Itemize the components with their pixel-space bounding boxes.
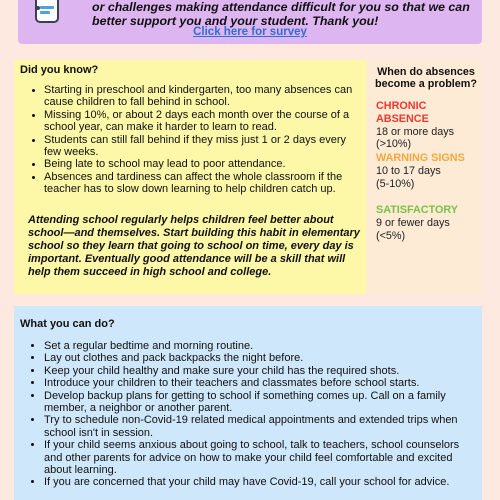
- did-you-know-list: [44, 84, 362, 196]
- phone-checklist-icon: [32, 0, 62, 24]
- list-item: • If your child seems anxious about going to school, talk to teachers, school counselors and other parents for advice on how to make your child feel comfortable and excited about learning.: [44, 439, 472, 476]
- list-item: • Lay out clothes and pack backpacks the night before.: [44, 352, 472, 364]
- list-item: • Set a regular bedtime and morning routine.: [44, 340, 472, 352]
- level-days: 10 to 17 days: [376, 164, 441, 177]
- did-you-know-box: [14, 60, 366, 294]
- level-name: SATISFACTORY: [376, 204, 458, 216]
- survey-link[interactable]: Click here for survey: [193, 26, 307, 38]
- list-item: • Introduce your children to their teachers and classmates before school starts.: [44, 377, 472, 389]
- list-item: • Keep your child healthy and make sure your child has the required shots.: [44, 365, 472, 377]
- level-warning-signs: [376, 152, 480, 190]
- list-item: • Develop backup plans for getting to school if something comes up. Call on a family member, a neighbor or another parent.: [44, 390, 472, 415]
- absence-levels-title: When do absences become a problem?: [375, 66, 477, 90]
- level-percent: (5-10%): [376, 177, 415, 190]
- level-satisfactory: [376, 204, 480, 242]
- banner-text: or challenges making attendance difficult for you so that we can better support you and your student. Thank you!: [92, 0, 470, 28]
- what-you-can-do-title: What you can do?: [20, 318, 115, 330]
- list-item: • Being late to school may lead to poor attendance.: [44, 158, 362, 170]
- level-chronic-absence: [376, 100, 480, 151]
- what-you-can-do-list: [44, 340, 472, 489]
- level-name: WARNING SIGNS: [376, 152, 465, 164]
- absence-levels-box: [366, 60, 482, 294]
- what-you-can-do-box: [14, 306, 482, 500]
- list-item: • Missing 10%, or about 2 days each month over the course of a school year, can make it harder to learn to read.: [44, 109, 362, 134]
- list-item: • Absences and tardiness can affect the whole classroom if the teacher has to slow down learning to help children catch up.: [44, 171, 362, 196]
- list-item: • If you are concerned that your child may have Covid-19, call your school for advice.: [44, 476, 472, 488]
- did-you-know-title: Did you know?: [20, 64, 99, 76]
- level-days: 18 or more days: [376, 125, 455, 138]
- list-item: • Students can still fall behind if they miss just 1 or 2 days every few weeks.: [44, 134, 362, 159]
- level-percent: (>10%): [376, 138, 412, 151]
- attendance-closing-paragraph: Attending school regularly helps children feel better about school—and themselves. Start building this habit in elementary school so they learn that going to school on time, every day is important. Eventually good attendance will be a skill that will help them succeed in high school and college.: [28, 214, 360, 278]
- list-item: • Starting in preschool and kindergarten, too many absences can cause children to fall behind in school.: [44, 84, 362, 109]
- list-item: • Try to schedule non-Covid-19 related medical appointments and extended trips when school isn't in session.: [44, 414, 472, 439]
- level-days: 9 or fewer days: [376, 216, 450, 229]
- level-name: CHRONIC ABSENCE: [376, 100, 429, 125]
- level-percent: (<5%): [376, 229, 406, 242]
